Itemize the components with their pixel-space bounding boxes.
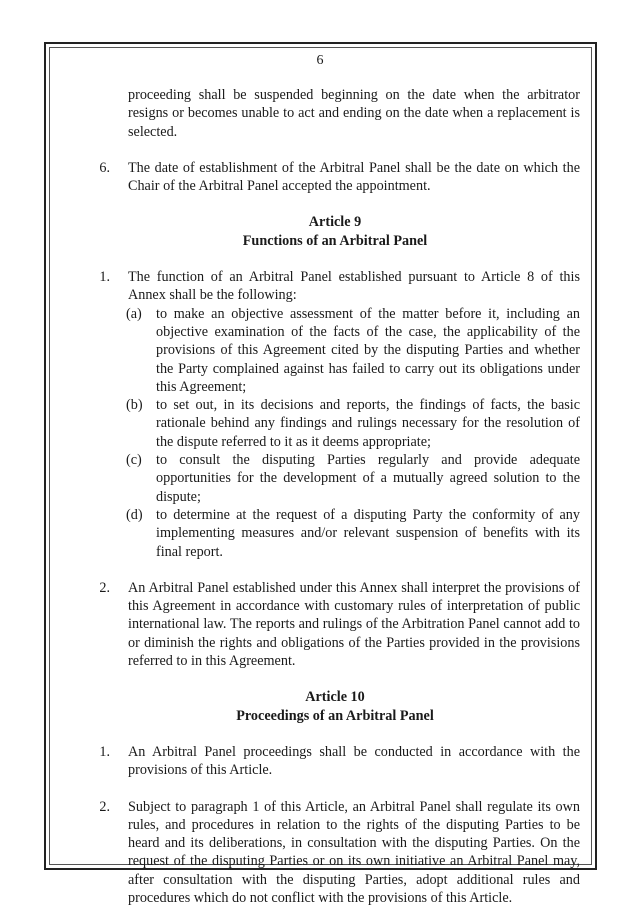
sub-item-text: to determine at the request of a disputing Party the conformity of any implementing measures and/or relevant suspension of benefits with its final report. — [156, 506, 580, 561]
sub-item-label: (c) — [126, 451, 142, 469]
article-10-title: Article 10 — [90, 688, 580, 706]
paragraph-text: Subject to paragraph 1 of this Article, an Arbitral Panel shall regulate its own rules, and procedures in relation to the rights of the disputing Parties to be heard and its deliberations, in consultation with the disputing Parties. On the request of the disputing Parties or on its own initiative an Arbitral Panel may, after consultation with the disputing Parties, adopt additional rules and procedures which do not conflict with the provisions of this Article. — [128, 798, 580, 907]
article-9-title: Article 9 — [90, 213, 580, 231]
paragraph-number: 6. — [90, 159, 110, 177]
article-10-subtitle: Proceedings of an Arbitral Panel — [90, 707, 580, 725]
paragraph-text: An Arbitral Panel proceedings shall be conducted in accordance with the provisions of this Article. — [128, 743, 580, 780]
paragraph-6 — [90, 159, 580, 196]
article-10-paragraph-2 — [90, 798, 580, 907]
sub-item-label: (b) — [126, 396, 143, 414]
paragraph-number: 2. — [90, 798, 110, 816]
sub-item-b — [90, 396, 580, 451]
continuation-text: proceeding shall be suspended beginning on the date when the arbitrator resigns or becomes unable to act and ending on the date when a replacement is selected. — [90, 86, 580, 141]
sub-item-label: (a) — [126, 305, 142, 323]
article-9-paragraph-2 — [90, 579, 580, 670]
paragraph-text: An Arbitral Panel established under this Annex shall interpret the provisions of this Agreement in accordance with customary rules of interpretation of public international law. The reports and rulings of the Arbitration Panel cannot add to or diminish the rights and obligations of the Parties provided in the provisions referred to in this Agreement. — [128, 579, 580, 670]
paragraph-number: 1. — [90, 743, 110, 761]
sub-item-a — [90, 305, 580, 396]
document-body — [90, 86, 580, 907]
sub-item-text: to make an objective assessment of the matter before it, including an objective examination of the facts of the case, the applicability of the provisions of this Agreement cited by the disputing Parties and whether the Party complained against has failed to carry out its obligations under this Agreement; — [156, 305, 580, 396]
article-9-paragraph-1 — [90, 268, 580, 305]
article-10-paragraph-1 — [90, 743, 580, 780]
paragraph-text: The date of establishment of the Arbitral Panel shall be the date on which the Chair of the Arbitral Panel accepted the appointment. — [128, 159, 580, 196]
sub-item-text: to set out, in its decisions and reports, the findings of facts, the basic rationale behind any findings and rulings necessary for the resolution of the dispute referred to it as it deems appropriate; — [156, 396, 580, 451]
sub-item-d — [90, 506, 580, 561]
paragraph-number: 1. — [90, 268, 110, 286]
sub-item-label: (d) — [126, 506, 143, 524]
article-9-subtitle: Functions of an Arbitral Panel — [90, 232, 580, 250]
sub-item-c — [90, 451, 580, 506]
page-number: 6 — [0, 53, 640, 69]
sub-item-text: to consult the disputing Parties regularly and provide adequate opportunities for the development of a mutually agreed solution to the dispute; — [156, 451, 580, 506]
paragraph-intro: The function of an Arbitral Panel established pursuant to Article 8 of this Annex shall be the following: — [128, 268, 580, 305]
paragraph-number: 2. — [90, 579, 110, 597]
